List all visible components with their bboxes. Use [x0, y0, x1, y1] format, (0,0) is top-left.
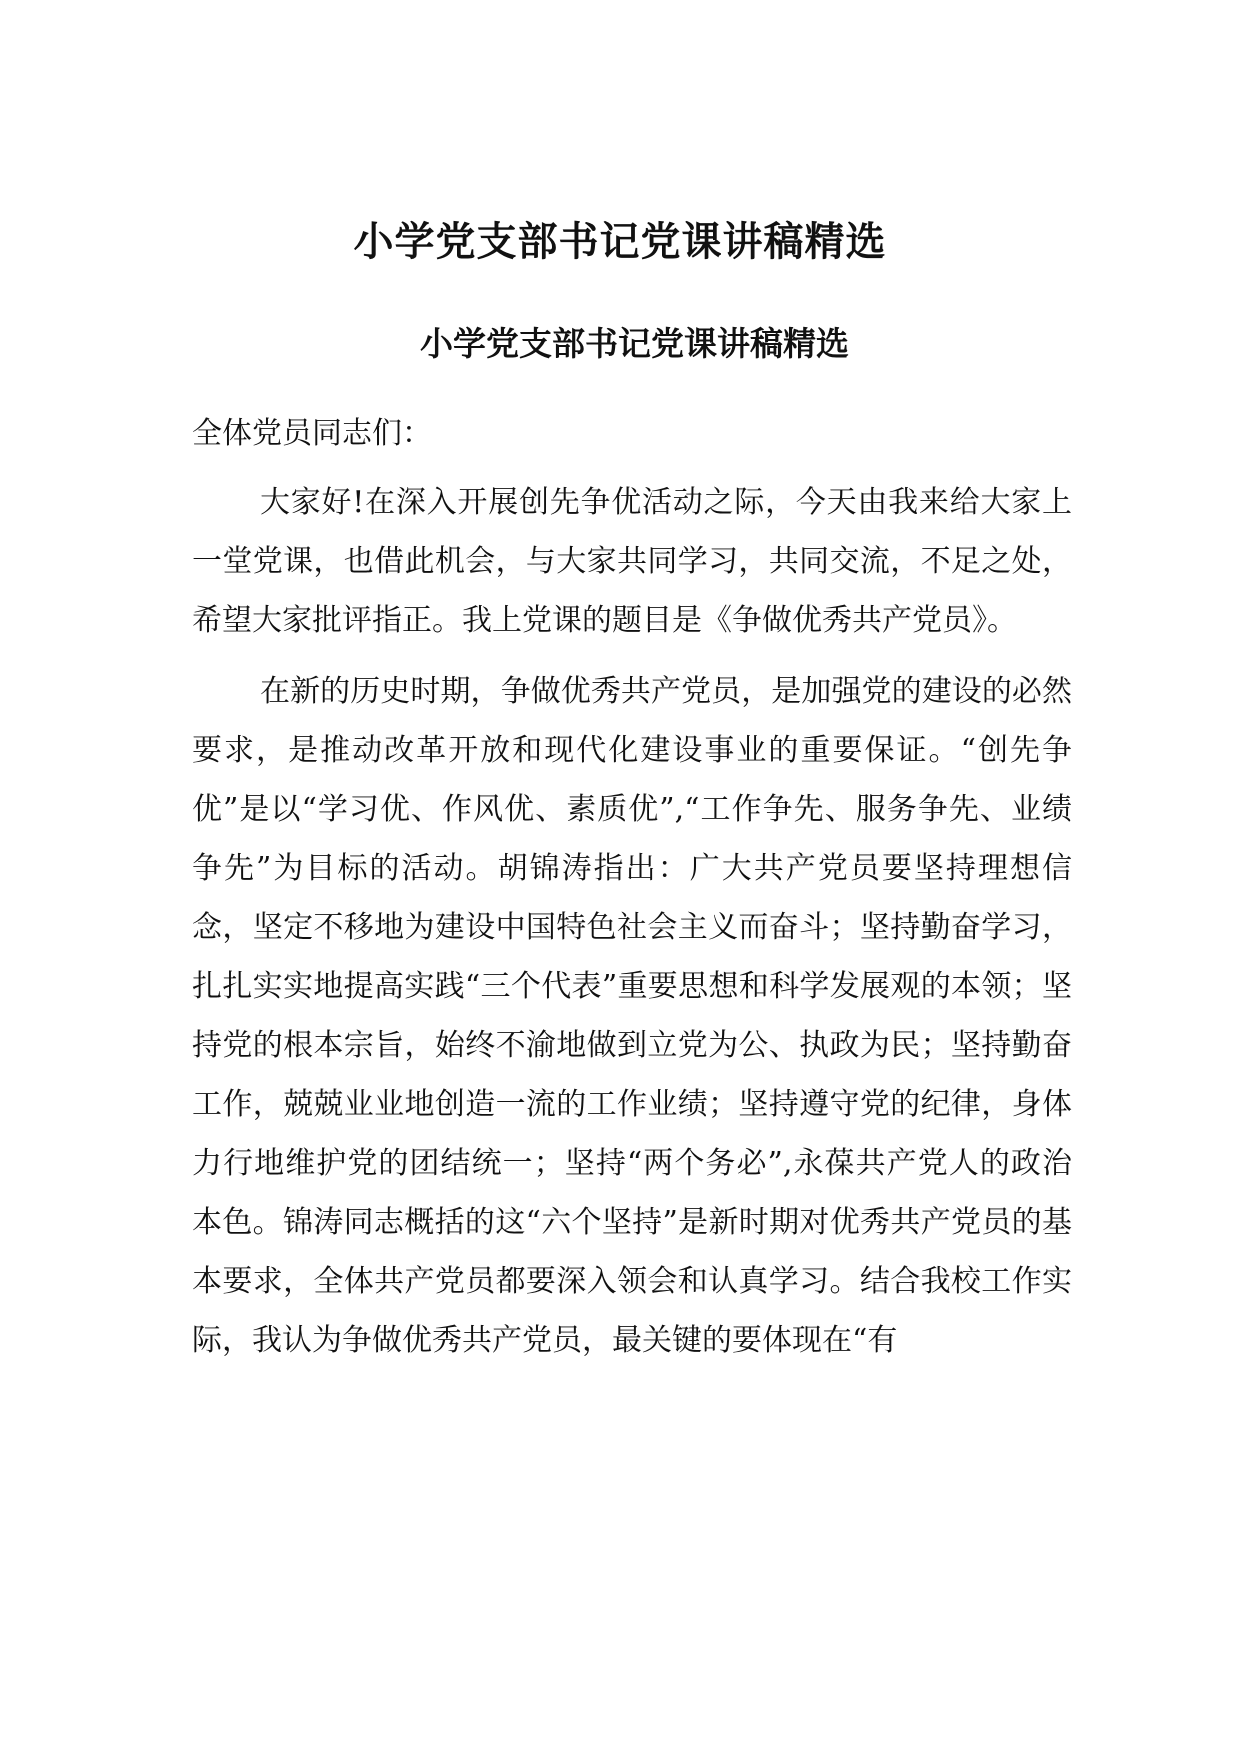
paragraph-2: 在新的历史时期，争做优秀共产党员，是加强党的建设的必然要求，是推动改革开放和现代化建设事业的重要保证。“创先争优”是以“学习优、作风优、素质优”,“工作争先、服务争先、业绩争先”为目标的活动。胡锦涛指出：广大共产党员要坚持理想信念，坚定不移地为建设中国特色社会主义而奋斗；坚持勤奋学习，扎扎实实地提高实践“三个代表”重要思想和科学发展观的本领；坚持党的根本宗旨，始终不渝地做到立党为公、执政为民；坚持勤奋工作，兢兢业业地创造一流的工作业绩；坚持遵守党的纪律，身体力行地维护党的团结统一；坚持“两个务必”,永葆共产党人的政治本色。锦涛同志概括的这“六个坚持”是新时期对优秀共产党员的基本要求，全体共产党员都要深入领会和认真学习。结合我校工作实际，我认为争做优秀共产党员，最关键的要体现在“有 — [192, 674, 1072, 1358]
document-body — [192, 404, 1072, 1382]
paragraph-1: 大家好!在深入开展创先争优活动之际，今天由我来给大家上一堂党课，也借此机会，与大家共同学习，共同交流，不足之处，希望大家批评指正。我上党课的题目是《争做优秀共产党员》。 — [192, 485, 1072, 638]
salutation: 全体党员同志们： — [192, 416, 432, 451]
document-title: 小学党支部书记党课讲稿精选 — [353, 219, 887, 265]
document-subtitle: 小学党支部书记党课讲稿精选 — [420, 324, 849, 363]
